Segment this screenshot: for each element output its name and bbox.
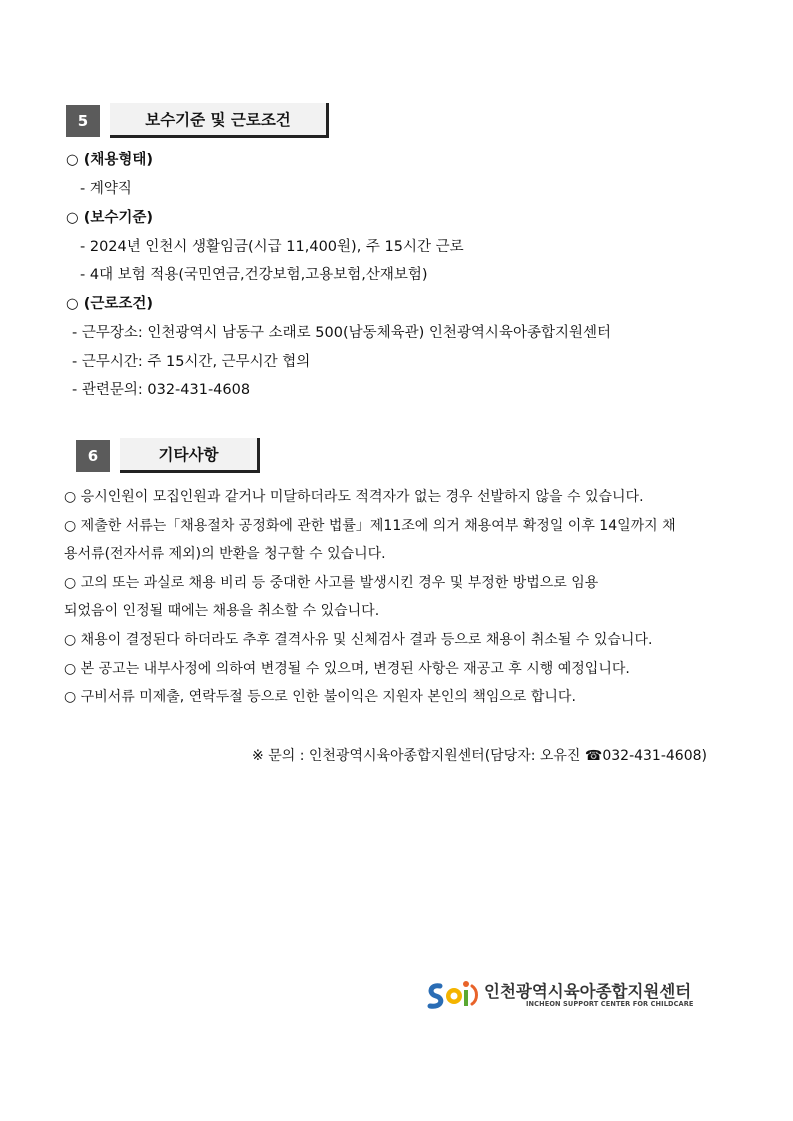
section-6-title: 기타사항: [120, 438, 260, 473]
notice-line: ○ 구비서류 미제출, 연락두절 등으로 인한 불이익은 지원자 본인의 책임으로 합니다.: [64, 689, 576, 705]
notice-line: 되었음이 인정될 때에는 채용을 취소할 수 있습니다.: [64, 603, 380, 619]
pay-heading: ○ (보수기준): [66, 210, 153, 226]
section-5-number: 5: [66, 105, 100, 137]
notice-line: ○ 제출한 서류는「채용절차 공정화에 관한 법률」제11조에 의거 채용여부 확정일 이후 14일까지 채: [64, 518, 676, 534]
section-6-number: 6: [76, 440, 110, 472]
footer-logo: [426, 976, 696, 1016]
logo-subtitle: INCHEON SUPPORT CENTER FOR CHILDCARE: [526, 1000, 694, 1008]
conditions-item: - 근무장소: 인천광역시 남동구 소래로 500(남동체육관) 인천광역시육아종합지원센터: [72, 325, 611, 341]
notice-line: ○ 채용이 결정된다 하더라도 추후 결격사유 및 신체검사 결과 등으로 채용이 취소될 수 있습니다.: [64, 632, 653, 648]
conditions-heading: ○ (근로조건): [66, 296, 153, 312]
pay-item: - 4대 보험 적용(국민연금,건강보험,고용보험,산재보험): [80, 267, 428, 283]
notice-line: ○ 고의 또는 과실로 채용 비리 등 중대한 사고를 발생시킨 경우 및 부정한 방법으로 임용: [64, 575, 599, 591]
sci-logo-icon: [426, 976, 482, 1016]
notice-line: ○ 본 공고는 내부사정에 의하여 변경될 수 있으며, 변경된 사항은 재공고 후 시행 예정입니다.: [64, 661, 630, 677]
notice-line: 용서류(전자서류 제외)의 반환을 청구할 수 있습니다.: [64, 546, 386, 562]
employment-type-heading: ○ (채용형태): [66, 152, 153, 168]
logo-name: 인천광역시육아종합지원센터: [484, 982, 692, 1001]
contact-info: ※ 문의 : 인천광역시육아종합지원센터(담당자: 오유진 ☎032-431-4608): [252, 748, 707, 764]
notice-line: ○ 응시인원이 모집인원과 같거나 미달하더라도 적격자가 없는 경우 선발하지 않을 수 있습니다.: [64, 489, 644, 505]
pay-item: - 2024년 인천시 생활임금(시급 11,400원), 주 15시간 근로: [80, 239, 464, 255]
conditions-item: - 근무시간: 주 15시간, 근무시간 협의: [72, 354, 311, 370]
conditions-item: - 관련문의: 032-431-4608: [72, 382, 251, 398]
employment-type-item: - 계약직: [80, 181, 132, 197]
section-5-title: 보수기준 및 근로조건: [110, 103, 329, 138]
